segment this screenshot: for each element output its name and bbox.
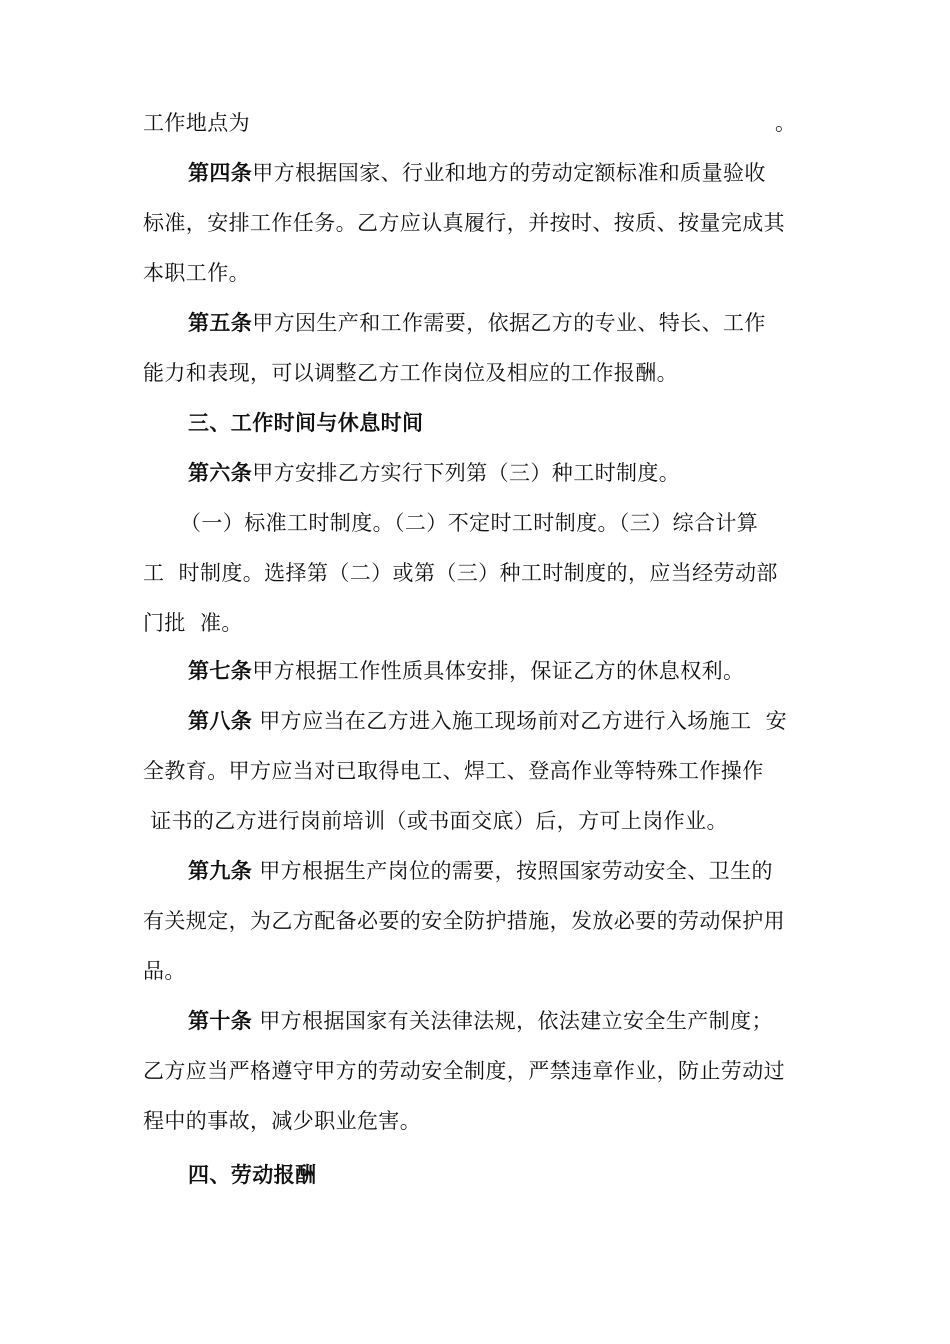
article-9-heading: 第九条: [188, 858, 253, 883]
article-9-line-1: [188, 856, 773, 886]
article-9-line-2: 有关规定，为乙方配备必要的安全防护措施，发放必要的劳动保护用: [143, 909, 785, 933]
article-8-line-1: [188, 706, 787, 736]
article-5-text-1: 甲方因生产和工作需要，依据乙方的专业、特长、工作: [252, 311, 766, 335]
article-8-heading: 第八条: [188, 708, 253, 733]
article-10-text-1: 甲方根据国家有关法律法规，依法建立安全生产制度；: [252, 1009, 773, 1033]
article-4-text-1: 甲方根据国家、行业和地方的劳动定额标准和质量验收: [252, 161, 766, 185]
article-5-heading: 第五条: [188, 310, 253, 335]
article-8-line-3: 证书的乙方进行岗前培训（或书面交底）后，方可上岗作业。: [143, 809, 728, 833]
article-7-line-1: [188, 656, 744, 686]
article-10-line-2: 乙方应当严格遵守甲方的劳动安全制度，严禁违章作业，防止劳动过: [143, 1059, 785, 1083]
article-5-line-2: 能力和表现，可以调整乙方工作岗位及相应的工作报酬。: [143, 361, 678, 385]
article-9-line-3: 品。: [143, 959, 186, 983]
section-3-heading: 三、工作时间与休息时间: [188, 410, 424, 435]
work-location-label: 工作地点为: [143, 111, 250, 135]
article-7-heading: 第七条: [188, 658, 253, 683]
article-8-text-1: 甲方应当在乙方进入施工现场前对乙方进行入场施工 安: [252, 709, 788, 733]
work-location-end: 。: [775, 111, 797, 135]
work-location-line: [143, 108, 797, 138]
article-7-text-1: 甲方根据工作性质具体安排，保证乙方的休息权利。: [252, 659, 745, 683]
article-9-text-1: 甲方根据生产岗位的需要，按照国家劳动安全、卫生的: [252, 859, 773, 883]
article-6-text-1: 甲方安排乙方实行下列第（三）种工时制度。: [252, 461, 681, 485]
section-4-heading: 四、劳动报酬: [188, 1162, 317, 1187]
article-4-heading: 第四条: [188, 160, 253, 185]
article-6-heading: 第六条: [188, 460, 253, 485]
article-10-heading: 第十条: [188, 1008, 253, 1033]
article-4-line-1: [188, 158, 766, 188]
article-4-line-3: 本职工作。: [143, 261, 250, 285]
article-6-line-2: （一）标准工时制度。（二）不定时工时制度。（三）综合计算: [180, 511, 759, 535]
article-6-line-3: 工 时制度。选择第（二）或第（三）种工时制度的，应当经劳动部: [143, 561, 778, 585]
article-10-line-1: [188, 1006, 773, 1036]
article-4-line-2: 标准，安排工作任务。乙方应认真履行，并按时、按质、按量完成其: [143, 211, 785, 235]
article-5-line-1: [188, 308, 766, 338]
article-6-line-1: [188, 458, 680, 488]
article-8-line-2: 全教育。甲方应当对已取得电工、焊工、登高作业等特殊工作操作: [143, 759, 764, 783]
article-10-line-3: 程中的事故，减少职业危害。: [143, 1109, 422, 1133]
article-6-line-4: 门批 准。: [143, 611, 243, 635]
